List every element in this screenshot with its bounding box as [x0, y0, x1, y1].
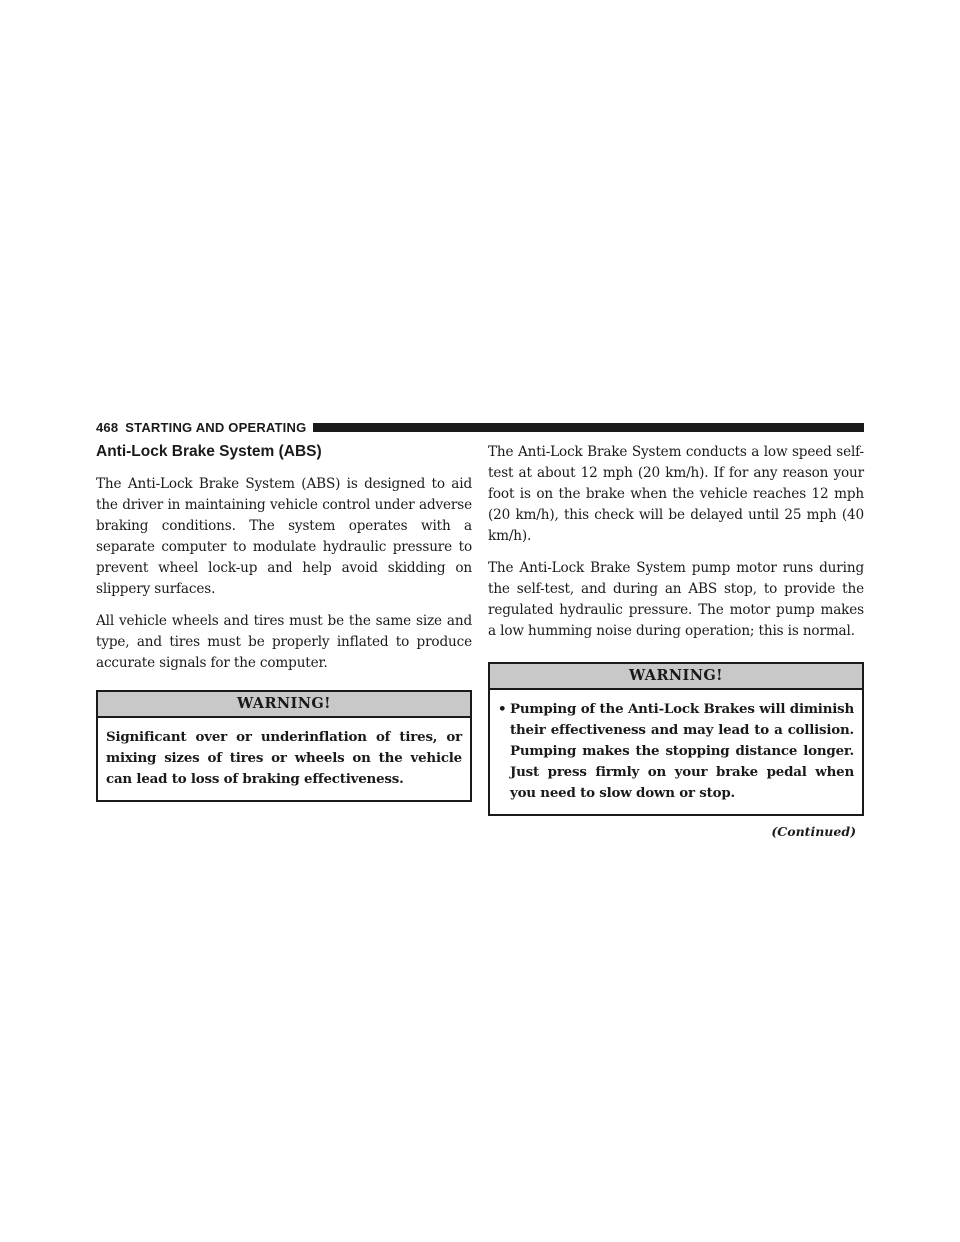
continued-note: (Continued) — [771, 824, 856, 839]
warning-title: WARNING! — [490, 664, 862, 690]
left-column — [96, 442, 472, 802]
warning-body — [490, 690, 862, 814]
paragraph: The Anti-Lock Brake System conducts a low speed self-test at about 12 mph (20 km/h). If for any reason your foot is on the brake when the vehicle reaches 12 mph (20 km/h), this check will be delayed until 25 mph (40 km/h). — [488, 444, 864, 544]
header-rule — [313, 423, 864, 432]
section-title: STARTING AND OPERATING — [125, 419, 307, 435]
warning-title: WARNING! — [98, 692, 470, 718]
paragraph: All vehicle wheels and tires must be the same size and type, and tires must be properly inflated to produce accurate signals for the computer. — [96, 613, 472, 671]
warning-box — [96, 690, 472, 802]
paragraph: The Anti-Lock Brake System pump motor runs during the self-test, and during an ABS stop, to provide the regulated hydraulic pressure. The motor pump makes a low humming noise during operation; this is normal. — [488, 560, 864, 639]
page-number: 468 — [96, 419, 119, 435]
warning-text: Significant over or underinflation of tires, or mixing sizes of tires or wheels on the vehicle can lead to loss of braking effectiveness. — [106, 729, 462, 787]
abs-heading: Anti-Lock Brake System (ABS) — [96, 443, 322, 460]
warning-text: Pumping of the Anti-Lock Brakes will diminish their effectiveness and may lead to a collision. Pumping makes the stopping distance longer. Just press firmly on your brake pedal when you need to slow down or stop. — [510, 701, 854, 801]
page-header — [96, 419, 864, 435]
warning-bullet-item — [498, 699, 854, 804]
paragraph: The Anti-Lock Brake System (ABS) is designed to aid the driver in maintaining vehicle control under adverse braking conditions. The system operates with a separate computer to modulate hydraulic pressure to prevent wheel lock-up and help avoid skidding on slippery surfaces. — [96, 476, 472, 597]
bullet-icon: • — [498, 701, 507, 717]
right-column — [488, 442, 864, 839]
warning-box — [488, 662, 864, 816]
